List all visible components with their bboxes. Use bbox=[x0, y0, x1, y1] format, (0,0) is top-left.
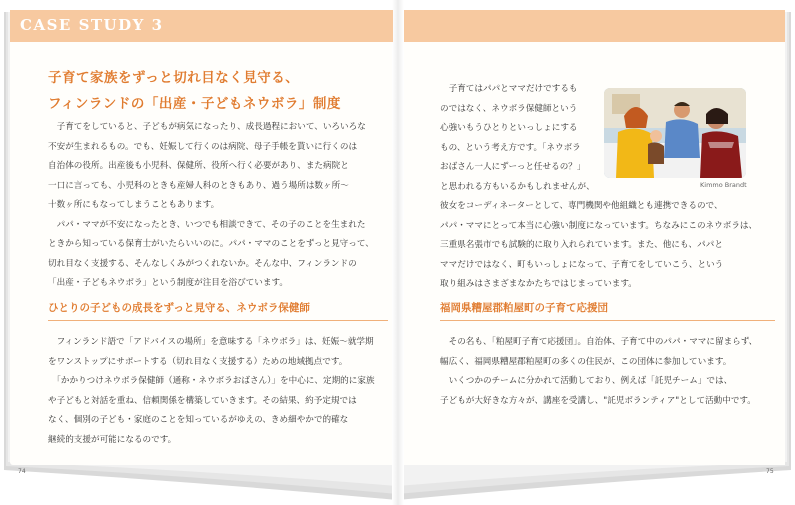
left-section-body: フィンランド語で「アドバイスの場所」を意味する「ネウボラ」は、妊娠〜就学期 をワンストップにサポートする（切れ目なく支援する）ための地域拠点です。 「かかりつけネウボラ保健師（通称・ネウボラおばさん）」を中心に、定期的に家族 や子どもと対話を重ね、信頼関係を構築していきます。その結果、約予定規では なく、個別の子ども・家庭のことを知っているがゆえの、きめ細やかで的確な 継続的支援が可能になるのです。 bbox=[48, 337, 375, 445]
main-heading-line1: 子育て家族をずっと切れ目なく見守る、 bbox=[48, 70, 300, 86]
page-number-right: 75 bbox=[766, 468, 774, 475]
right-section-rule bbox=[440, 320, 775, 321]
header-banner-right bbox=[404, 10, 785, 42]
right-full-paragraph: 彼女をコーディネーターとして、専門機関や他組織とも連携できるので、 パパ・ママにとって本当に心強い制度になっています。ちなみにこのネウボラは、 三重県名張市でも試験的に取り入れられています。また、他にも、パパと ママだけではなく、町もいっしょになって、子育てをしていこう、という 取り組みはさまざまなかたちではじまっています。 bbox=[440, 201, 758, 289]
left-section-heading: ひとりの子どもの成長をずっと見守る、ネウボラ保健師 bbox=[48, 302, 310, 314]
page-number-left: 74 bbox=[18, 468, 26, 475]
main-heading-line2: フィンランドの「出産・子どもネウボラ」制度 bbox=[48, 96, 341, 112]
right-text-beside-photo: 子育てはパパとママだけでするも のではなく、ネウボラ保健師という 心強いもうひとりといっしょにする もの、という考え方です。「ネウボラ おばさん一人にずーっと任せるの？」 と思われる方もいるかもしれませんが、 bbox=[440, 84, 595, 192]
case-study-title: CASE STUDY 3 bbox=[20, 16, 164, 34]
right-section-heading: 福岡県糟屋郡粕屋町の子育て応援団 bbox=[440, 302, 608, 314]
left-intro-paragraph: 子育てをしていると、子どもが病気になったり、成長過程において、いろいろな 不安が生まれるもの。でも、妊娠して行くのは病院、母子手帳を貰いに行くのは 自治体の役所。出産後も小児科、保健所、役所へ行く必要があり、また病院と 一口に言っても、小児科のときも産婦人科のときもあり、過う場所は数ヶ所〜 十数ヶ所にもなってしまうこともあります。 パパ・ママが不安になったとき、いつでも相談できて、その子のことを生まれた ときから知っている保育士がいたらいいのに。パパ・ママのことをずっと見守って、 切れ目なく支援する、そんなしくみがつくれないか。そんな中、フィンランドの 「出産・子どもネウボラ」という制度が注目を浴びています。 bbox=[48, 122, 374, 288]
book-gutter bbox=[392, 0, 404, 505]
left-section-rule bbox=[48, 320, 388, 321]
right-section-body: その名も、「粕屋町子育て応援団」。自治体、子育て中のパパ・ママに留まらず、 幅広く、福岡県糟屋郡粕屋町の多くの住民が、この団体に参加しています。 いくつかのチームに分かれて活動しており、例えば「託児チーム」では、 子どもが大好きな方々が、講座を受講し、"託児ボランティア"として活動中です。 bbox=[440, 337, 758, 406]
photo-illustration bbox=[604, 88, 746, 178]
photo-credit: Kimmo Brandt bbox=[700, 181, 747, 189]
family-photo bbox=[604, 88, 746, 178]
